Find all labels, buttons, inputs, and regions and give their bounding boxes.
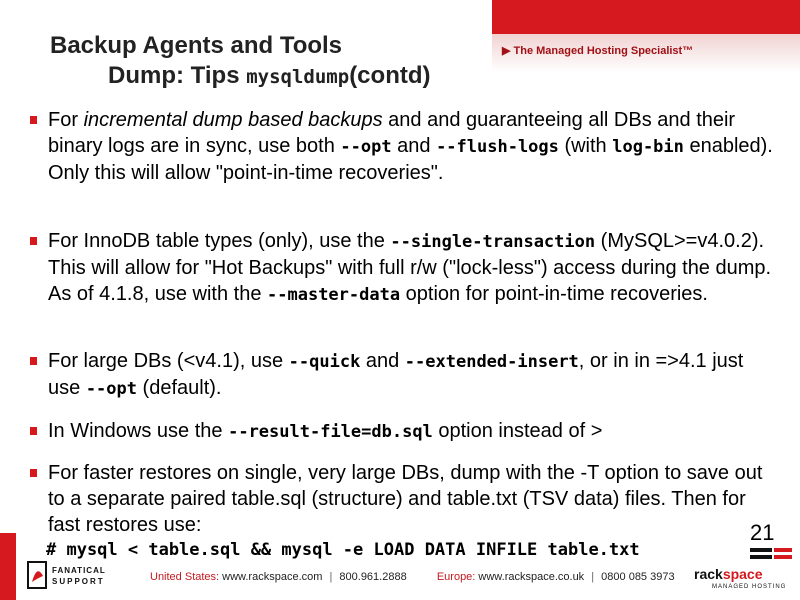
play-icon: ▶ <box>502 45 514 57</box>
footer-eu-label: Europe: <box>436 571 476 583</box>
code-flush-logs: --flush-logs <box>436 137 559 157</box>
slide-title: Backup Agents and Tools <box>50 32 343 59</box>
bullet-incremental <box>30 107 780 186</box>
text: For InnoDB table types (only), use the <box>48 230 391 252</box>
bullet-marker <box>30 469 37 477</box>
rack-bar-icon <box>774 548 792 552</box>
rackspace-sub: MANAGED HOSTING <box>712 584 787 590</box>
subtitle-prefix: Dump: Tips <box>108 62 247 89</box>
fanatical-text: FANATICAL <box>52 566 106 575</box>
text: enabled). Only this will allow "point-in-time recoveries". <box>48 135 773 184</box>
text: option instead of > <box>432 420 603 442</box>
text: option for point-in-time recoveries. <box>400 283 708 305</box>
separator: | <box>591 571 595 583</box>
code-extended-insert: --extended-insert <box>404 352 579 372</box>
bullet-text <box>48 418 780 445</box>
text: (with <box>558 135 613 157</box>
code-result-file: --result-file=db.sql <box>228 422 433 442</box>
bullet-text <box>48 228 780 308</box>
emphasis: incremental dump based backups <box>83 109 383 131</box>
separator: | <box>329 571 333 583</box>
text: (MySQL>=v4.0.2). This will allow for "Hot Backups" with full r/w ("lock-less") access during the dump. As of 4.1.8, use with the <box>48 230 772 305</box>
footer-us-phone: 800.961.2888 <box>339 571 407 583</box>
bullet-marker <box>30 237 37 245</box>
tagline-text: The Managed Hosting Specialist™ <box>513 45 694 57</box>
support-text: SUPPORT <box>52 577 105 586</box>
left-red-bar <box>0 533 16 600</box>
text: , or in in =>4.1 just use <box>48 350 744 399</box>
tagline <box>502 44 693 57</box>
text: and and guaranteeing all DBs and their binary logs are in sync, use both <box>48 109 736 157</box>
code-log-bin: log-bin <box>612 137 684 157</box>
bullet-innodb <box>30 228 780 308</box>
footer-us-label: United States: <box>150 571 220 583</box>
bullet-marker <box>30 116 37 124</box>
text: In Windows use the <box>48 420 229 442</box>
flame-icon <box>32 571 43 582</box>
command-line: # mysql < table.sql && mysql -e LOAD DATA INFILE table.txt <box>46 540 640 560</box>
subtitle-suffix: (contd) <box>349 62 431 89</box>
footer-eu-phone: 0800 085 3973 <box>601 571 675 583</box>
bullet-faster-restores <box>30 460 780 538</box>
text: For <box>48 109 84 131</box>
top-banner <box>492 0 800 34</box>
code-opt: --opt <box>340 137 392 157</box>
code-quick: --quick <box>288 352 361 372</box>
rack-bar-icon <box>750 548 772 552</box>
text: and <box>360 350 405 372</box>
fanatical-support-logo <box>24 556 144 596</box>
rack-bar-icon <box>750 555 772 559</box>
text: (default). <box>137 377 222 399</box>
bullet-windows <box>30 418 780 445</box>
code-master-data: --master-data <box>267 285 401 305</box>
bullet-large-dbs <box>30 348 780 402</box>
bullet-marker <box>30 427 37 435</box>
text: For large DBs (<v4.1), use <box>48 350 289 372</box>
text: and <box>391 135 437 157</box>
page-number: 21 <box>750 520 775 545</box>
footer-contact <box>150 571 675 583</box>
rackspace-wordmark <box>694 566 763 582</box>
slide-subtitle <box>108 62 431 90</box>
space-word: space <box>722 566 763 582</box>
subtitle-code: mysqldump <box>246 66 350 88</box>
bullet-text <box>48 348 780 402</box>
bullet-text <box>48 107 780 186</box>
bullet-text: For faster restores on single, very large DBs, dump with the -T option to save out to a separate paired table.sql (structure) and table.txt (TSV data) files. Then for fast restores use: <box>48 462 763 536</box>
rack-word: rack <box>694 566 723 582</box>
code-single-transaction: --single-transaction <box>390 232 596 252</box>
footer-us-url[interactable]: www.rackspace.com <box>222 571 323 583</box>
code-opt: --opt <box>85 379 137 399</box>
bullet-marker <box>30 357 37 365</box>
footer-eu-url[interactable]: www.rackspace.co.uk <box>478 571 585 583</box>
rack-bar-icon <box>774 555 792 559</box>
